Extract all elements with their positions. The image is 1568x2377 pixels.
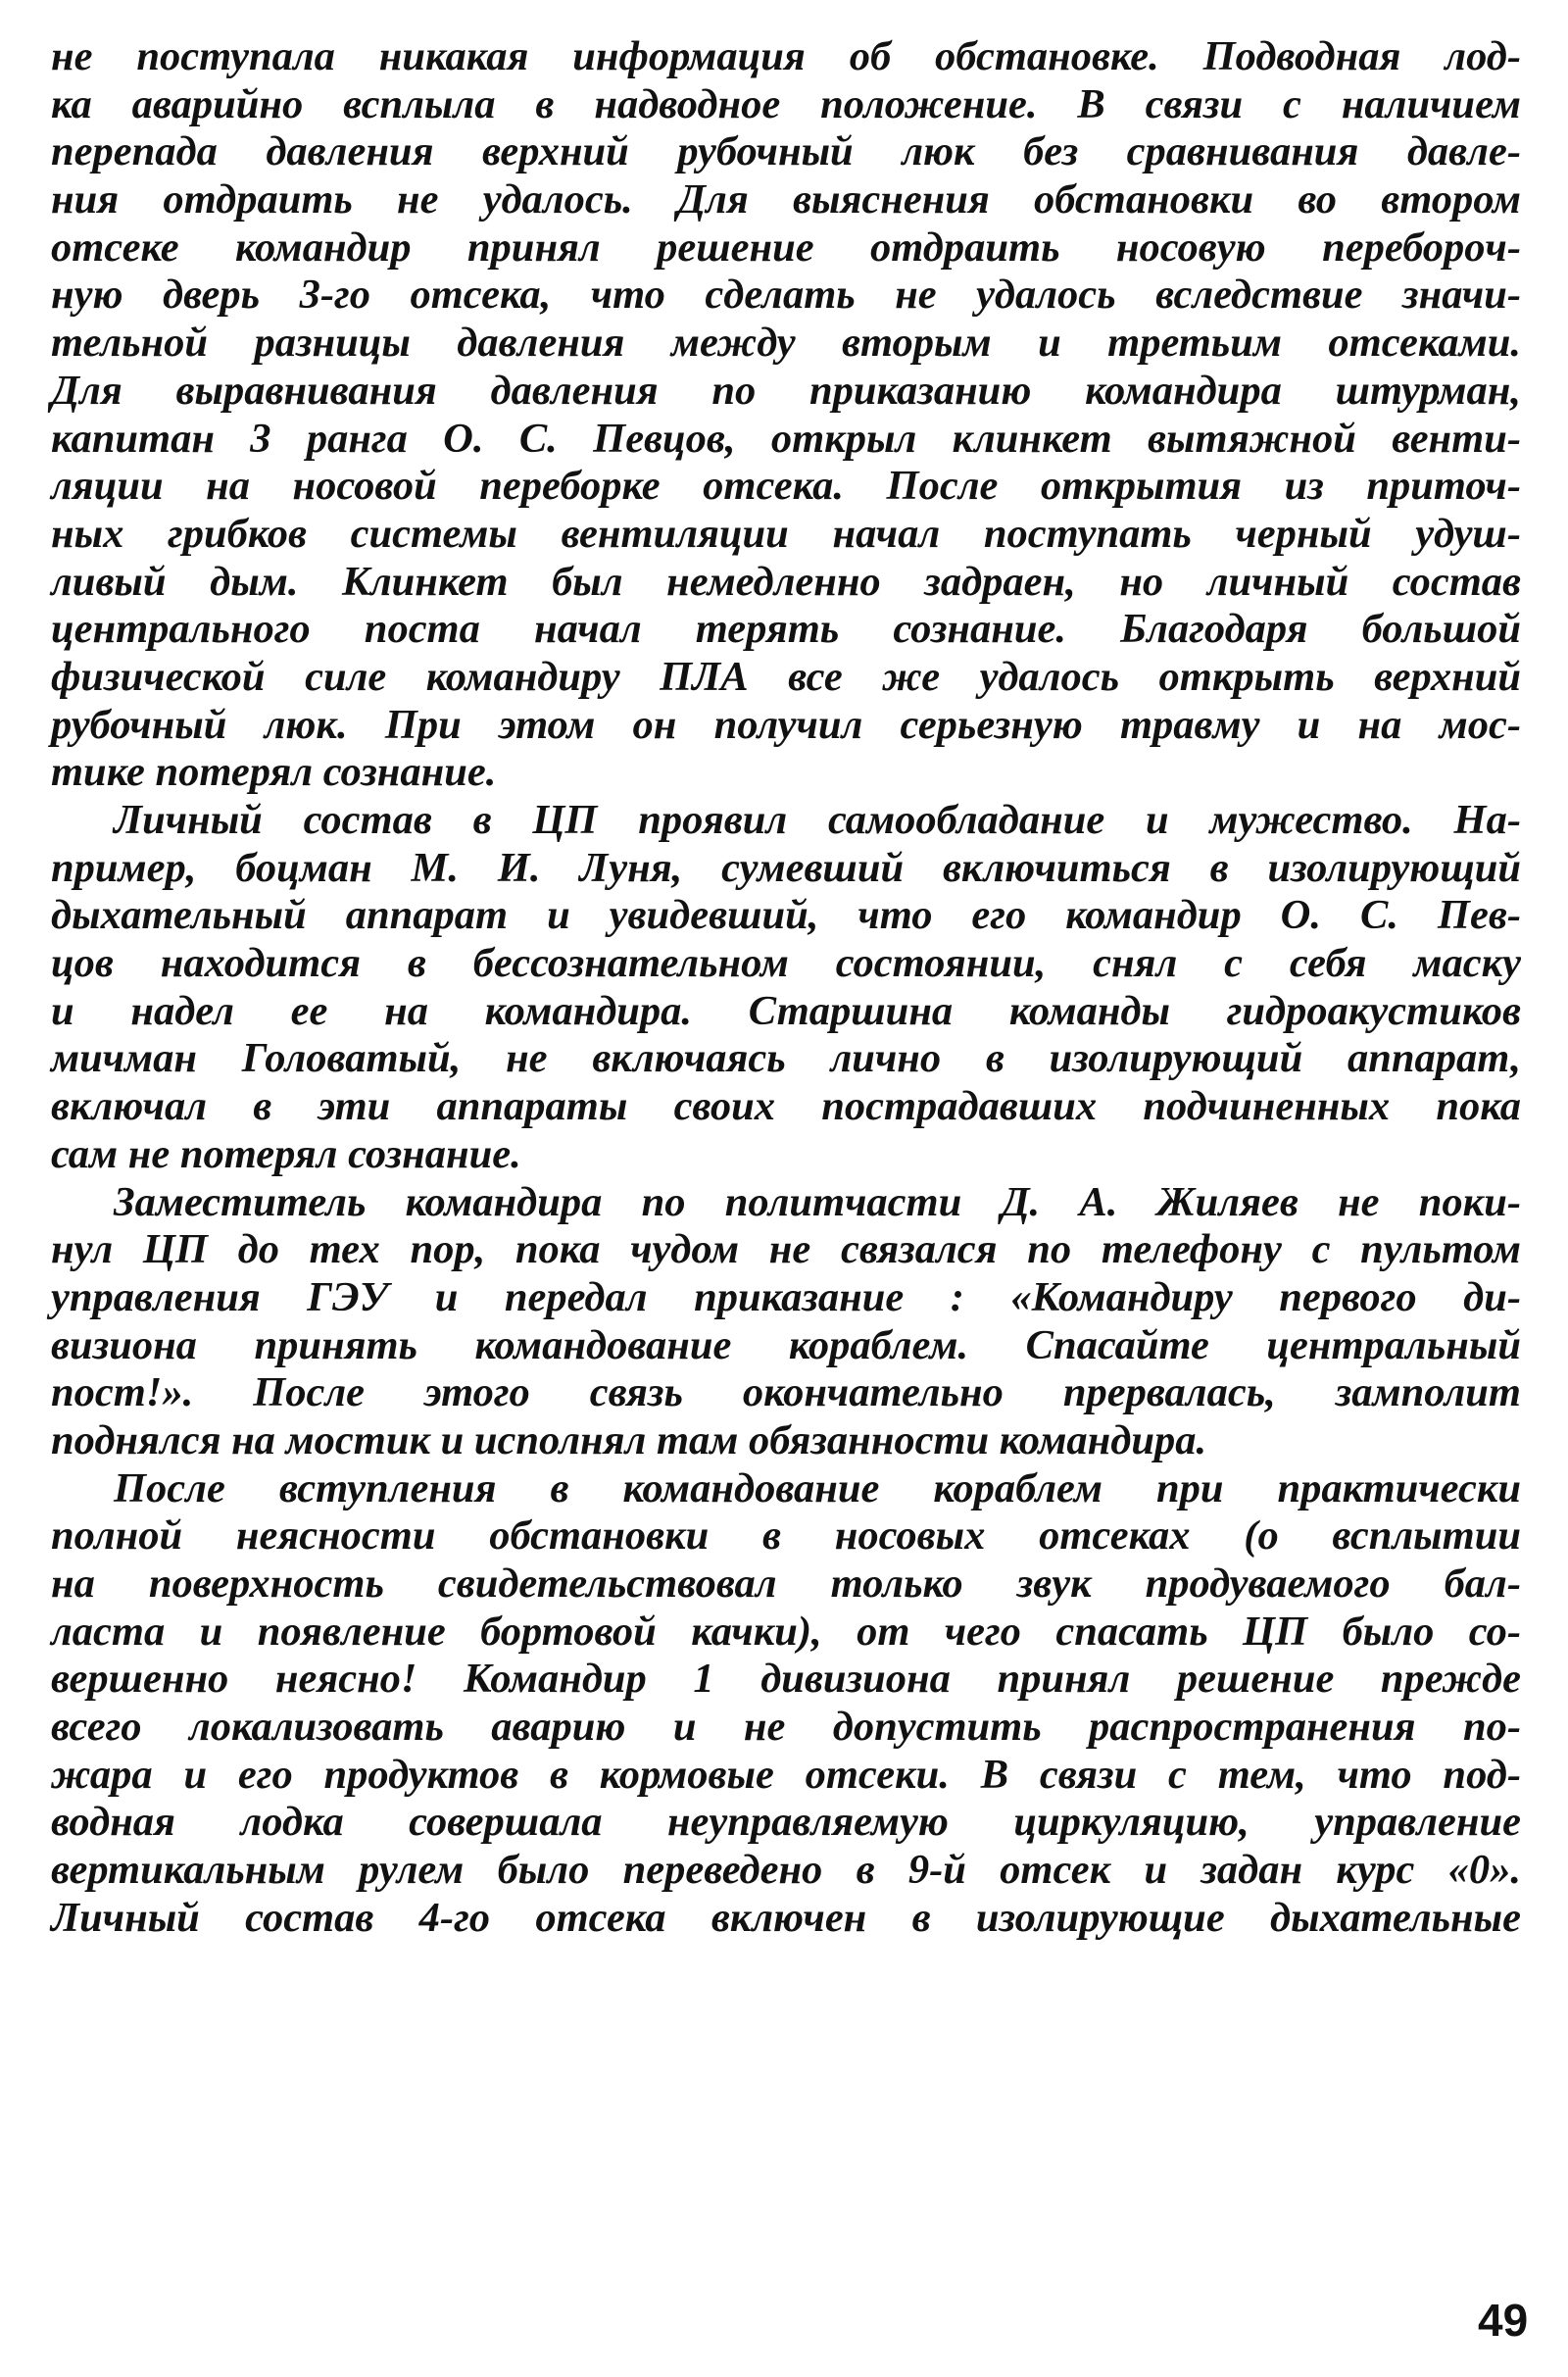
text-line: водная лодка совершала неуправляемую циркуляцию, управление xyxy=(51,1799,1521,1846)
text-line: центрального поста начал терять сознание. Благодаря большой xyxy=(51,606,1521,653)
text-line: вертикальным рулем было переведено в 9-й отсек и задан курс «0». xyxy=(51,1847,1521,1894)
text-line: поднялся на мостик и исполнял там обязанности командира. xyxy=(51,1416,1207,1463)
text-line: нул ЦП до тех пор, пока чудом не связался по телефону с пультом xyxy=(51,1226,1521,1273)
text-line: ния отдраить не удалось. Для выяснения обстановки во втором xyxy=(51,176,1521,223)
text-line: не поступала никакая информация об обстановке. Подводная лод- xyxy=(51,33,1521,79)
text-line: Личный состав в ЦП проявил самообладание и мужество. На- xyxy=(114,797,1521,843)
text-line: капитан 3 ранга О. С. Певцов, открыл клинкет вытяжной венти- xyxy=(51,415,1521,462)
paragraph xyxy=(51,33,1521,797)
text-line: Личный состав 4-го отсека включен в изолирующие дыхательные xyxy=(51,1894,1521,1941)
text-line: тельной разницы давления между вторым и третьим отсеками. xyxy=(51,320,1521,367)
text-line: пример, боцман М. И. Луня, сумевший включиться в изолирующий xyxy=(51,844,1521,891)
text-line: всего локализовать аварию и не допустить распространения по- xyxy=(51,1704,1521,1751)
text-line: пост!». После этого связь окончательно прервалась, замполит xyxy=(51,1369,1521,1416)
text-line: ную дверь 3-го отсека, что сделать не удалось вследствие значи- xyxy=(51,272,1521,319)
text-line: физической силе командиру ПЛА все же удалось открыть верхний xyxy=(51,653,1521,700)
text-line: управления ГЭУ и передал приказание : «Командиру первого ди- xyxy=(51,1273,1521,1320)
paragraph xyxy=(51,797,1521,1179)
text-line: дыхательный аппарат и увидевший, что его командир О. С. Пев- xyxy=(51,892,1521,939)
text-line: ляции на носовой переборке отсека. После открытия из приточ- xyxy=(51,463,1521,510)
text-line: ных грибков системы вентиляции начал поступать черный удуш- xyxy=(51,510,1521,557)
text-line: визиона принять командование кораблем. Спасайте центральный xyxy=(51,1321,1521,1368)
text-line: мичман Головатый, не включаясь лично в изолирующий аппарат, xyxy=(51,1035,1521,1082)
body-text xyxy=(51,33,1521,1943)
text-line: ласта и появление бортовой качки), от чего спасать ЦП было со- xyxy=(51,1608,1521,1655)
text-line: тике потерял сознание. xyxy=(51,749,497,796)
paragraph xyxy=(51,1179,1521,1465)
text-line: рубочный люк. При этом он получил серьезную травму и на мос- xyxy=(51,701,1521,748)
page-number: 49 xyxy=(1478,2295,1529,2346)
text-line: вершенно неясно! Командир 1 дивизиона принял решение прежде xyxy=(51,1656,1521,1703)
text-line: полной неясности обстановки в носовых отсеках (о всплытии xyxy=(51,1512,1521,1560)
text-line: и надел ее на командира. Старшина команды гидроакустиков xyxy=(51,987,1521,1034)
text-line: сам не потерял сознание. xyxy=(51,1130,521,1177)
text-line: Для выравнивания давления по приказанию командира штурман, xyxy=(51,367,1521,414)
text-line: После вступления в командование кораблем при практически xyxy=(114,1464,1521,1511)
text-line: ливый дым. Клинкет был немедленно задраен, но личный состав xyxy=(51,558,1521,605)
text-line: ка аварийно всплыла в надводное положение. В связи с наличием xyxy=(51,80,1521,127)
text-line: отсеке командир принял решение отдраить носовую переборoч- xyxy=(51,223,1521,271)
text-line: на поверхность свидетельствовал только звук продуваемого бал- xyxy=(51,1560,1521,1607)
text-line: Заместитель командира по политчасти Д. А. Жиляев не поки- xyxy=(114,1178,1521,1225)
paragraph xyxy=(51,1465,1521,1943)
text-line: включал в эти аппараты своих пострадавших подчиненных пока xyxy=(51,1083,1521,1130)
text-line: жара и его продуктов в кормовые отсеки. В связи с тем, что под- xyxy=(51,1751,1521,1798)
text-line: перепада давления верхний рубочный люк без сравнивания давле- xyxy=(51,128,1521,175)
text-line: цов находится в бессознательном состоянии, снял с себя маску xyxy=(51,940,1521,987)
